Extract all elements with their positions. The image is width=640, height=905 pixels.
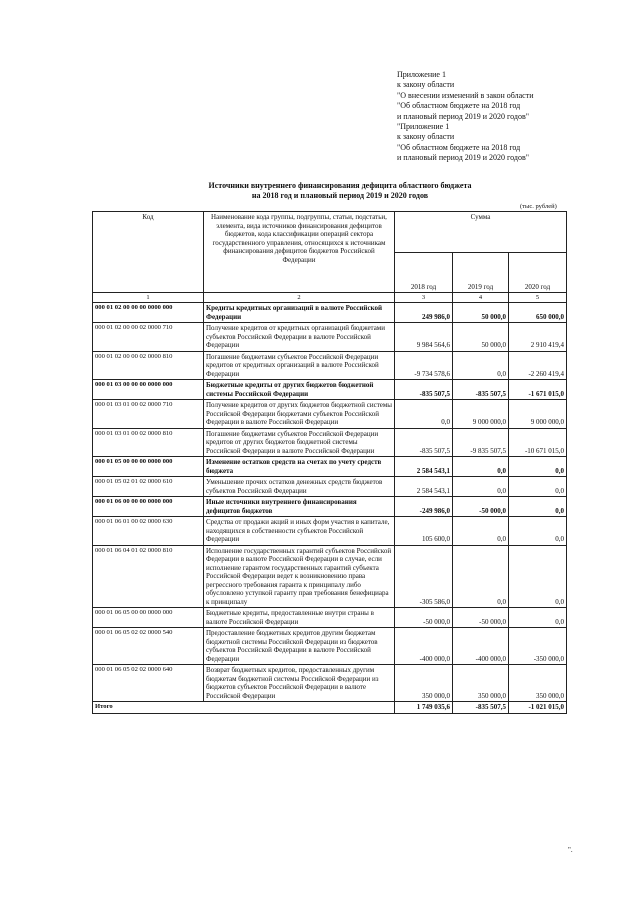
column-number: 3	[395, 293, 453, 303]
document-title	[90, 181, 590, 201]
table-row	[93, 477, 567, 497]
table-row	[93, 323, 567, 352]
row-value-2019: -50 000,0	[453, 497, 509, 517]
appendix-line: "Об областном бюджете на 2018 год	[397, 101, 521, 111]
row-code: 000 01 05 02 01 02 0000 610	[93, 477, 204, 497]
row-value-2020: 650 000,0	[509, 303, 567, 323]
row-value-2018: -9 734 578,6	[395, 351, 453, 380]
row-value-2020: 9 000 000,0	[509, 400, 567, 429]
table-row	[93, 497, 567, 517]
row-value-2019: -835 507,5	[453, 380, 509, 400]
row-code: 000 01 05 00 00 00 0000 000	[93, 457, 204, 477]
row-name: Получение кредитов от кредитных организаций бюджетами субъектов Российской Федерации в валюте Российской Федерации	[204, 323, 395, 352]
row-value-2018: -50 000,0	[395, 608, 453, 628]
column-number: 1	[93, 293, 204, 303]
row-value-2018: 0,0	[395, 400, 453, 429]
row-name: Уменьшение прочих остатков денежных средств бюджетов субъектов Российской Федерации	[204, 477, 395, 497]
appendix-line: "О внесении изменений в закон области	[397, 90, 534, 100]
row-value-2019: 50 000,0	[453, 323, 509, 352]
table-row	[93, 400, 567, 429]
row-name: Погашение бюджетами субъектов Российской Федерации кредитов от кредитных организаций в валюте Российской Федерации	[204, 351, 395, 380]
row-value-2020: 0,0	[509, 545, 567, 608]
row-value-2019: 0,0	[453, 351, 509, 380]
row-value-2018: 2 584 543,1	[395, 477, 453, 497]
column-number-row	[93, 293, 567, 303]
table-row	[93, 457, 567, 477]
row-value-2020: -10 671 015,0	[509, 428, 567, 457]
row-code: 000 01 02 00 00 02 0000 710	[93, 323, 204, 352]
row-name: Бюджетные кредиты от других бюджетов бюджетной системы Российской Федерации	[204, 380, 395, 400]
row-code: 000 01 06 00 00 00 0000 000	[93, 497, 204, 517]
table-row	[93, 665, 567, 702]
row-value-2019: 0,0	[453, 545, 509, 608]
row-name: Бюджетные кредиты, предоставленные внутри страны в валюте Российской Федерации	[204, 608, 395, 628]
row-value-2018: -835 507,5	[395, 428, 453, 457]
row-code: 000 01 03 01 00 02 0000 710	[93, 400, 204, 429]
row-value-2020: 0,0	[509, 477, 567, 497]
row-name: Исполнение государственных гарантий субъектов Российской Федерации в валюте Российской Федерации в случае, если исполнение гарантом государственных гарантий субъекта Российской Федерации ведет к возникновению права регрессного требования гаранта к принципалу либо обусловлено уступкой гаранту прав требования бенефициара к принципалу	[204, 545, 395, 608]
title-line-2: на 2018 год и плановый период 2019 и 2020 годов	[251, 191, 429, 200]
row-value-2020: 0,0	[509, 497, 567, 517]
row-value-2020: -2 260 419,4	[509, 351, 567, 380]
appendix-line: к закону области	[397, 80, 455, 90]
row-code: 000 01 06 04 01 02 0000 810	[93, 545, 204, 608]
row-code: 000 01 06 01 00 02 0000 630	[93, 517, 204, 546]
row-code: 000 01 06 05 00 00 0000 000	[93, 608, 204, 628]
total-value-2019: -835 507,5	[453, 702, 509, 714]
appendix-line: и плановый период 2019 и 2020 годов"	[397, 111, 530, 121]
row-name: Иные источники внутреннего финансирования дефицитов бюджетов	[204, 497, 395, 517]
row-value-2019: 50 000,0	[453, 303, 509, 323]
header-code: Код	[93, 212, 204, 293]
row-code: 000 01 06 05 02 02 0000 640	[93, 665, 204, 702]
row-value-2018: 350 000,0	[395, 665, 453, 702]
appendix-line: "Об областном бюджете на 2018 год	[397, 142, 521, 152]
total-value-2020: -1 021 015,0	[509, 702, 567, 714]
row-value-2018: -249 986,0	[395, 497, 453, 517]
table-row	[93, 428, 567, 457]
row-value-2020: -350 000,0	[509, 628, 567, 665]
row-value-2020: 0,0	[509, 517, 567, 546]
row-code: 000 01 02 00 00 02 0000 810	[93, 351, 204, 380]
appendix-line: и плановый период 2019 и 2020 годов"	[397, 153, 530, 163]
column-number: 4	[453, 293, 509, 303]
row-name: Изменение остатков средств на счетах по учету средств бюджета	[204, 457, 395, 477]
closing-quote-mark: ".	[568, 846, 573, 854]
row-value-2020: 2 910 419,4	[509, 323, 567, 352]
row-value-2018: 105 600,0	[395, 517, 453, 546]
table-row	[93, 545, 567, 608]
row-value-2019: -50 000,0	[453, 608, 509, 628]
row-value-2020: 0,0	[509, 457, 567, 477]
total-label: Итого	[93, 702, 395, 714]
row-value-2019: 0,0	[453, 517, 509, 546]
row-value-2018: 249 986,0	[395, 303, 453, 323]
row-code: 000 01 03 00 00 00 0000 000	[93, 380, 204, 400]
table-row	[93, 303, 567, 323]
unit-label: (тыс. рублей)	[520, 203, 557, 210]
table-row	[93, 380, 567, 400]
appendix-line: "Приложение 1	[397, 121, 450, 131]
appendix-block	[397, 70, 627, 164]
table-row	[93, 351, 567, 380]
row-value-2020: 350 000,0	[509, 665, 567, 702]
row-value-2020: 0,0	[509, 608, 567, 628]
header-name: Наименование кода группы, подгруппы, статьи, подстатьи, элемента, вида источников финансирования дефицитов бюджетов, кода классификации операций сектора государственного управления, относящихся к источникам финансирования дефицитов бюджетов Российской Федерации	[204, 212, 395, 293]
row-value-2020: -1 671 015,0	[509, 380, 567, 400]
row-value-2018: -305 586,0	[395, 545, 453, 608]
row-name: Возврат бюджетных кредитов, предоставленных другим бюджетам бюджетной системы Российской Федерации из бюджетов субъектов Российской Федерации в валюте Российской Федерации	[204, 665, 395, 702]
total-value-2018: 1 749 035,6	[395, 702, 453, 714]
row-value-2018: -400 000,0	[395, 628, 453, 665]
row-name: Кредиты кредитных организаций в валюте Российской Федерации	[204, 303, 395, 323]
table-row	[93, 628, 567, 665]
row-name: Предоставление бюджетных кредитов другим бюджетам бюджетной системы Российской Федерации из бюджетов субъектов Российской Федерации в валюте Российской Федерации	[204, 628, 395, 665]
column-number: 5	[509, 293, 567, 303]
row-value-2019: 0,0	[453, 457, 509, 477]
row-code: 000 01 02 00 00 00 0000 000	[93, 303, 204, 323]
row-code: 000 01 03 01 00 02 0000 810	[93, 428, 204, 457]
row-name: Средства от продажи акций и иных форм участия в капитале, находящихся в собственности субъектов Российской Федерации	[204, 517, 395, 546]
total-row	[93, 702, 567, 714]
title-line-1: Источники внутреннего финансирования дефицита областного бюджета	[208, 181, 472, 190]
financing-sources-table	[92, 211, 567, 714]
table-header-row	[93, 212, 567, 253]
column-number: 2	[204, 293, 395, 303]
row-code: 000 01 06 05 02 02 0000 540	[93, 628, 204, 665]
header-year-2018: 2018 год	[395, 252, 453, 293]
row-value-2019: 350 000,0	[453, 665, 509, 702]
row-name: Погашение бюджетами субъектов Российской Федерации кредитов от других бюджетов бюджетной системы Российской Федерации в валюте Российской Федерации	[204, 428, 395, 457]
row-value-2018: 2 584 543,1	[395, 457, 453, 477]
row-name: Получение кредитов от других бюджетов бюджетной системы Российской Федерации бюджетами субъектов Российской Федерации в валюте Российской Федерации	[204, 400, 395, 429]
row-value-2018: -835 507,5	[395, 380, 453, 400]
header-year-2019: 2019 год	[453, 252, 509, 293]
table-row	[93, 517, 567, 546]
row-value-2019: -9 835 507,5	[453, 428, 509, 457]
header-sum: Сумма	[395, 212, 567, 253]
row-value-2019: 0,0	[453, 477, 509, 497]
header-year-2020: 2020 год	[509, 252, 567, 293]
row-value-2019: 9 000 000,0	[453, 400, 509, 429]
row-value-2018: 9 984 564,6	[395, 323, 453, 352]
appendix-line: Приложение 1	[397, 70, 446, 79]
table-row	[93, 608, 567, 628]
row-value-2019: -400 000,0	[453, 628, 509, 665]
appendix-line: к закону области	[397, 132, 455, 142]
